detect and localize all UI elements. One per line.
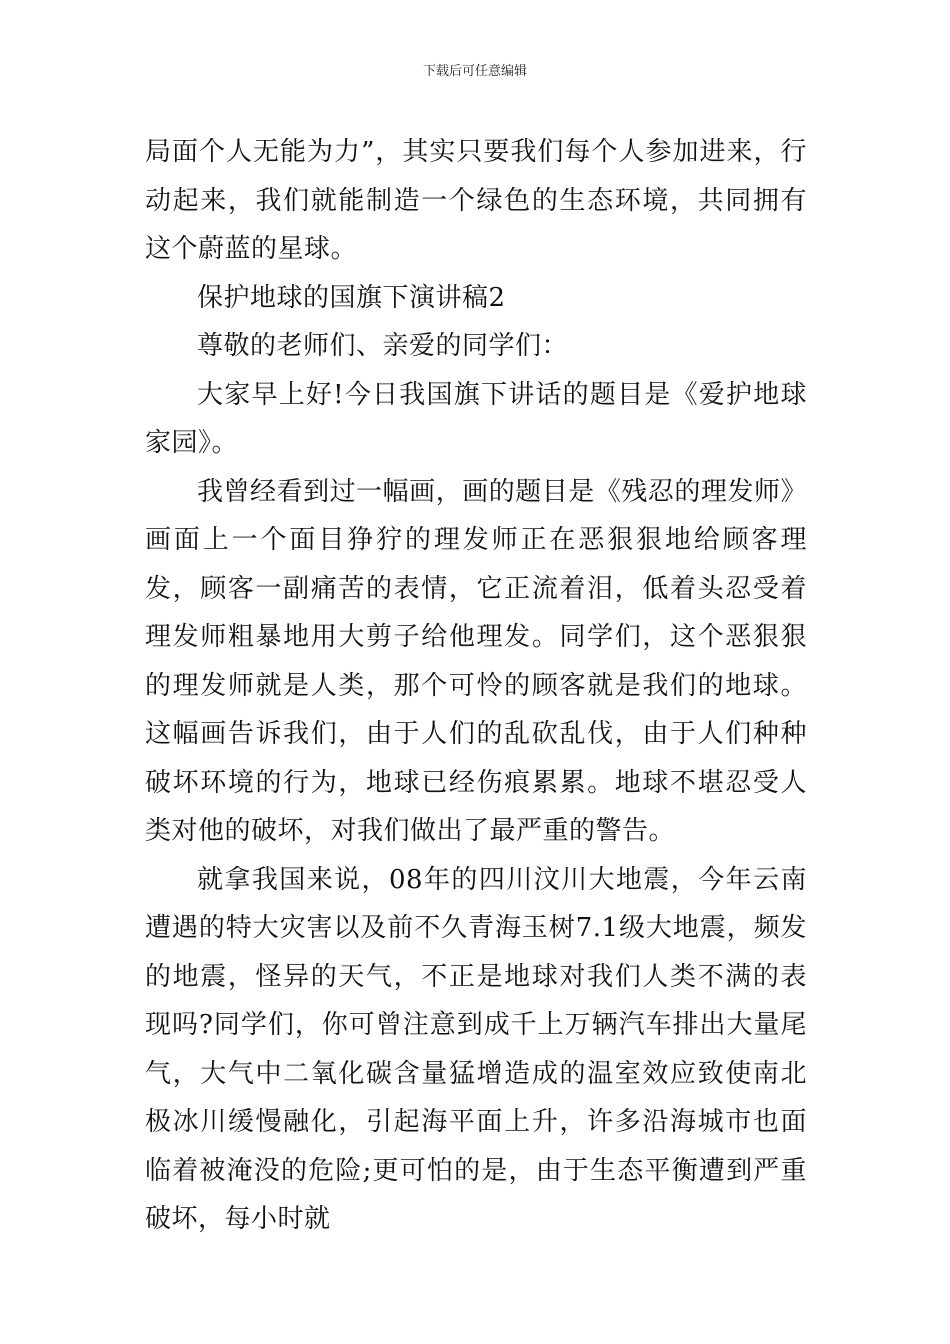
section-title: 保护地球的国旗下演讲稿2 <box>197 282 506 313</box>
paragraph: 就拿我国来说，08年的四川汶川大地震，今年云南遭遇的特大灾害以及前不久青海玉树7.1级大地震，频发的地震，怪异的天气，不正是地球对我们人类不满的表现吗?同学们，你可曾注意到成千上万辆汽车排出大量尾气，大气中二氧化碳含量猛增造成的温室效应致使南北极冰川缓慢融化，引起海平面上升，许多沿海城市也面临着被淹没的危险;更可怕的是，由于生态平衡遭到严重破坏，每小时就 <box>145 864 807 1234</box>
paragraph: 我曾经看到过一幅画，画的题目是《残忍的理发师》画面上一个面目狰狞的理发师正在恶狠狠地给顾客理发，顾客一副痛苦的表情，它正流着泪，低着头忍受着理发师粗暴地用大剪子给他理发。同学们，这个恶狠狠的理发师就是人类，那个可怜的顾客就是我们的地球。这幅画告诉我们，由于人们的乱砍乱伐，由于人们种种破坏环境的行为，地球已经伤痕累累。地球不堪忍受人类对他的破坏，对我们做出了最严重的警告。 <box>145 476 807 846</box>
page-header: 下载后可任意编辑 <box>422 64 527 79</box>
salutation: 尊敬的老师们、亲爱的同学们： <box>197 331 569 361</box>
paragraph: 大家早上好!今日我国旗下讲话的题目是《爱护地球家园》。 <box>145 379 807 458</box>
paragraph: 局面个人无能为力”，其实只要我们每个人参加进来，行动起来，我们就能制造一个绿色的生态环境，共同拥有这个蔚蓝的星球。 <box>145 137 807 264</box>
document-body <box>145 128 807 1244</box>
